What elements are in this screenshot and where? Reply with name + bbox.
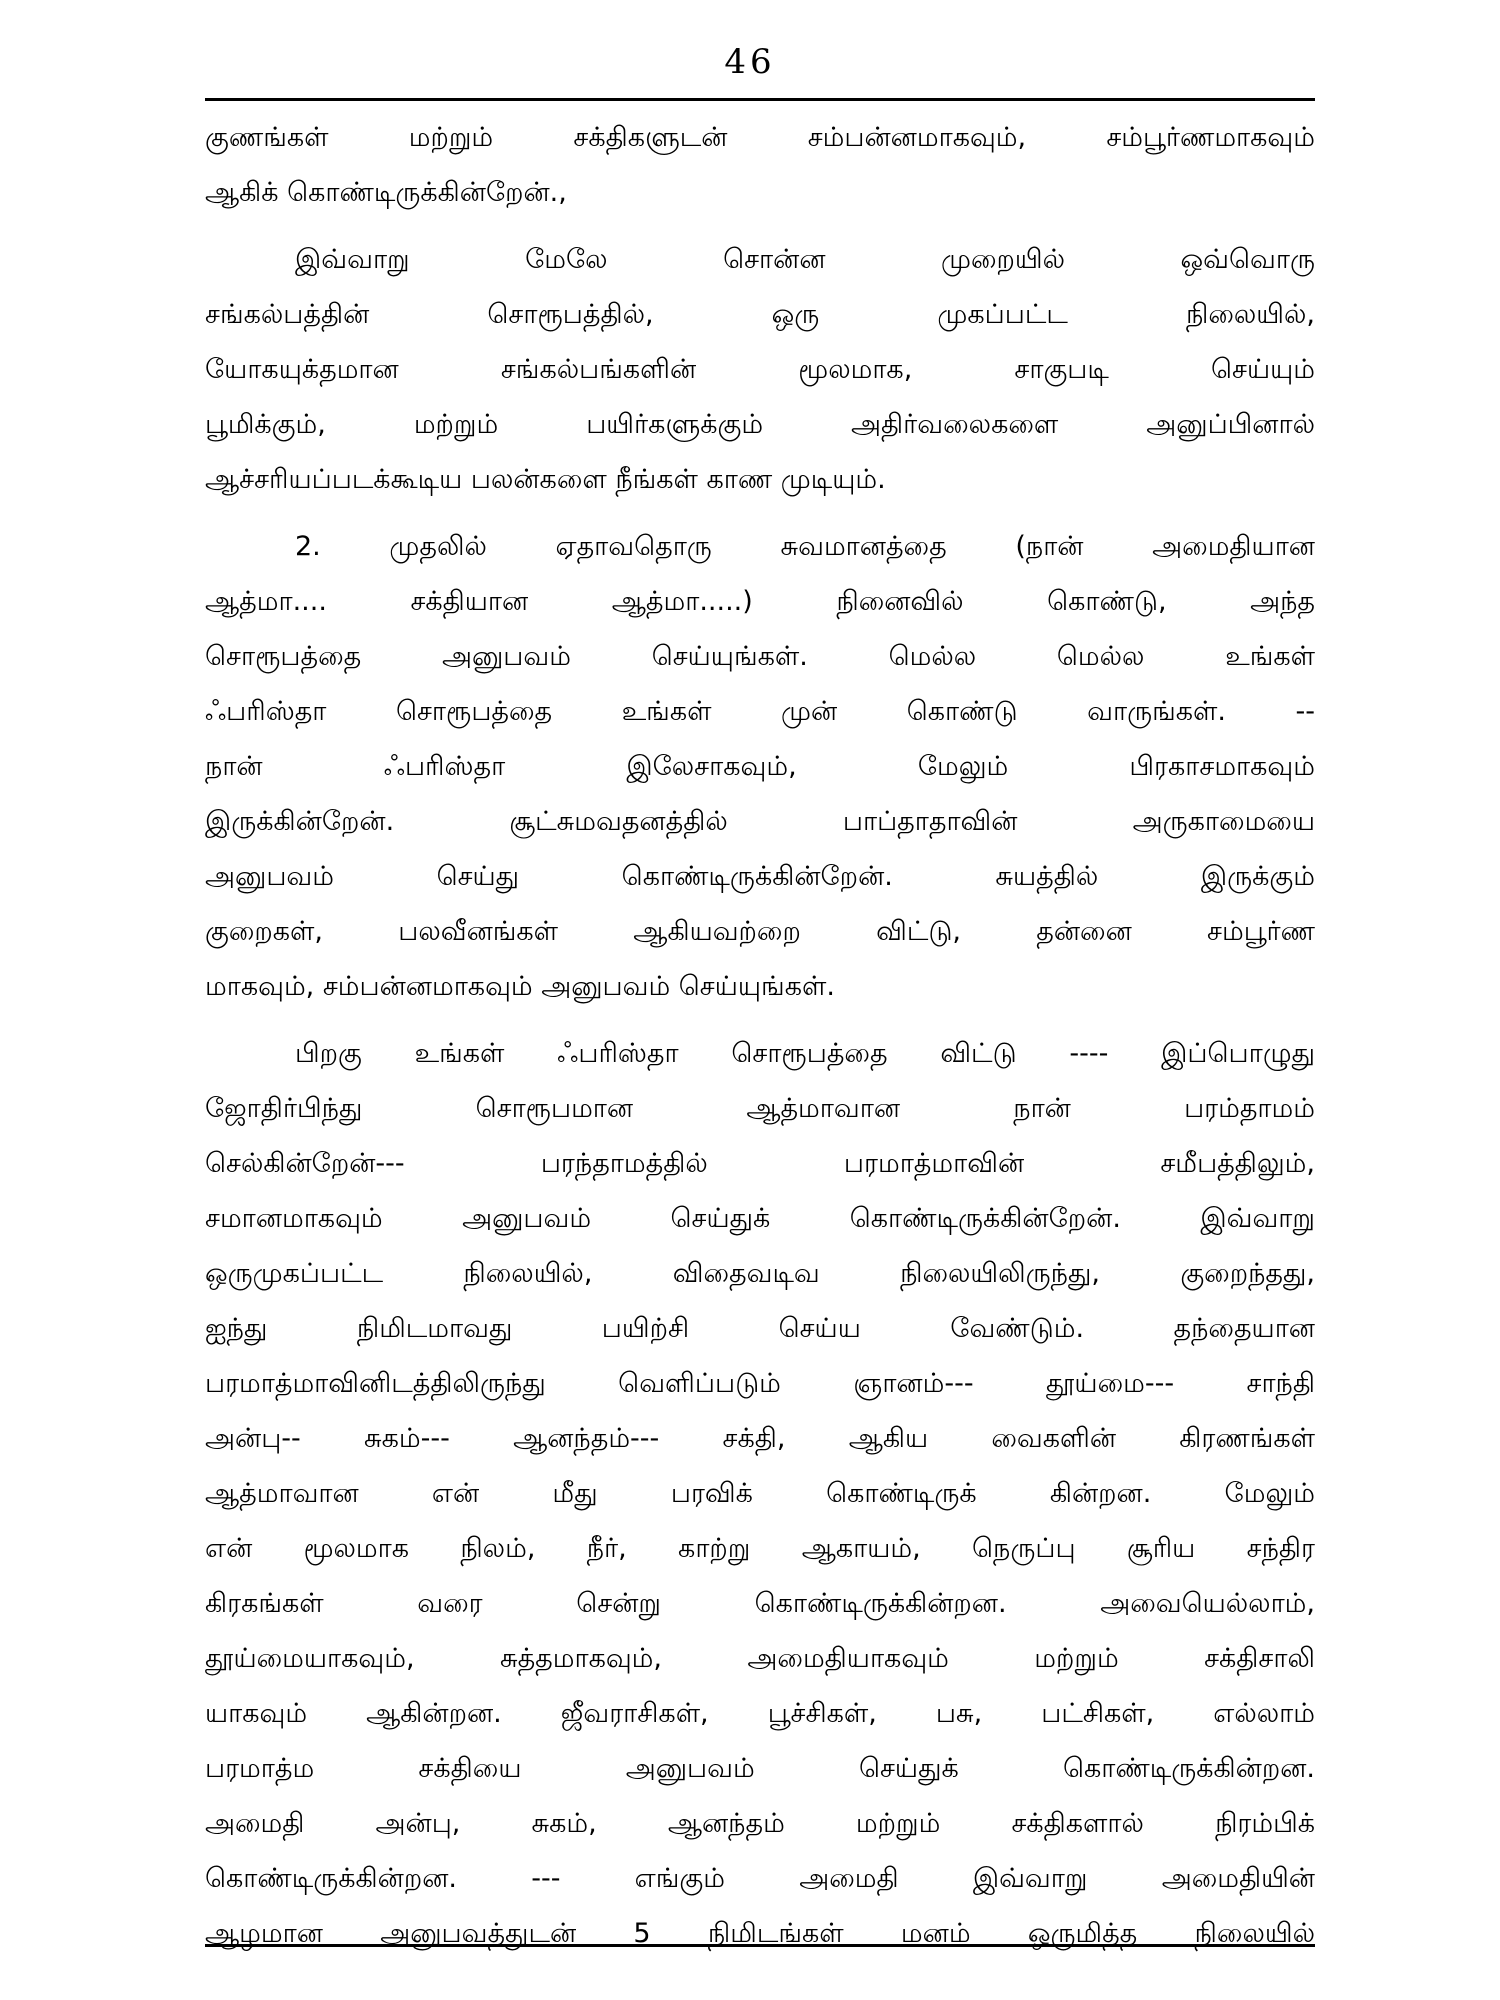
text-line: என் மூலமாக நிலம், நீர், காற்று ஆகாயம், நெருப்பு சூரிய சந்திர: [205, 1533, 1315, 1564]
footer-rule: [205, 1944, 1315, 1947]
text-line: பரமாத்ம சக்தியை அனுபவம் செய்துக் கொண்டிருக்கின்றன.: [205, 1753, 1315, 1784]
text-line: ஆழமான அனுபவத்துடன் 5 நிமிடங்கள் மனம் ஒருமித்த நிலையில்: [205, 1918, 1315, 1949]
text-line: குணங்கள் மற்றும் சக்திகளுடன் சம்பன்னமாகவும், சம்பூர்ணமாகவும்: [205, 122, 1315, 153]
text-line: யாகவும் ஆகின்றன. ஜீவராசிகள், பூச்சிகள், பசு, பட்சிகள், எல்லாம்: [205, 1698, 1315, 1729]
text-line: சங்கல்பத்தின் சொரூபத்தில், ஒரு முகப்பட்ட நிலையில்,: [205, 299, 1315, 330]
text-line: இருக்கின்றேன். சூட்சுமவதனத்தில் பாப்தாதாவின் அருகாமையை: [205, 806, 1315, 837]
text-line: குறைகள், பலவீனங்கள் ஆகியவற்றை விட்டு, தன்னை சம்பூர்ண: [205, 916, 1315, 947]
text-line: செல்கின்றேன்--- பரந்தாமத்தில் பரமாத்மாவின் சமீபத்திலும்,: [205, 1148, 1315, 1179]
text-line: நான் ஃபரிஸ்தா இலேசாகவும், மேலும் பிரகாசமாகவும்: [205, 751, 1315, 782]
text-line: ஒருமுகப்பட்ட நிலையில், விதைவடிவ நிலையிலிருந்து, குறைந்தது,: [205, 1258, 1315, 1289]
paragraph-3: [205, 519, 1315, 1014]
text-line: ஃபரிஸ்தா சொரூபத்தை உங்கள் முன் கொண்டு வாருங்கள். --: [205, 696, 1315, 727]
text-line: ஆச்சரியப்படக்கூடிய பலன்களை நீங்கள் காண முடியும்.: [205, 464, 886, 495]
text-line: இவ்வாறு மேலே சொன்ன முறையில் ஒவ்வொரு: [295, 244, 1315, 275]
text-line: அனுபவம் செய்து கொண்டிருக்கின்றேன். சுயத்தில் இருக்கும்: [205, 861, 1315, 892]
text-line: பரமாத்மாவினிடத்திலிருந்து வெளிப்படும் ஞானம்--- தூய்மை--- சாந்தி: [205, 1368, 1315, 1399]
text-line: மாகவும், சம்பன்னமாகவும் அனுபவம் செய்யுங்கள்.: [205, 971, 835, 1002]
text-line: கிரகங்கள் வரை சென்று கொண்டிருக்கின்றன. அவையெல்லாம்,: [205, 1588, 1315, 1619]
text-line: ஜோதிர்பிந்து சொரூபமான ஆத்மாவான நான் பரம்தாமம்: [205, 1093, 1315, 1124]
paragraph-2: [205, 232, 1315, 507]
text-line: ஆகிக் கொண்டிருக்கின்றேன்.,: [205, 177, 567, 208]
paragraph-1: [205, 110, 1315, 220]
text-line: பிறகு உங்கள் ஃபரிஸ்தா சொரூபத்தை விட்டு ---- இப்பொழுது: [295, 1038, 1315, 1069]
text-line: தூய்மையாகவும், சுத்தமாகவும், அமைதியாகவும் மற்றும் சக்திசாலி: [205, 1643, 1315, 1674]
text-line: யோகயுக்தமான சங்கல்பங்களின் மூலமாக, சாகுபடி செய்யும்: [205, 354, 1315, 385]
text-line: பூமிக்கும், மற்றும் பயிர்களுக்கும் அதிர்வலைகளை அனுப்பினால்: [205, 409, 1315, 440]
text-line: சொரூபத்தை அனுபவம் செய்யுங்கள். மெல்ல மெல்ல உங்கள்: [205, 641, 1315, 672]
text-line: அமைதி அன்பு, சுகம், ஆனந்தம் மற்றும் சக்திகளால் நிரம்பிக்: [205, 1808, 1315, 1839]
text-line: அன்பு-- சுகம்--- ஆனந்தம்--- சக்தி, ஆகிய வைகளின் கிரணங்கள்: [205, 1423, 1315, 1454]
page-body: [205, 110, 1315, 1973]
text-line: ஆத்மாவான என் மீது பரவிக் கொண்டிருக் கின்றன. மேலும்: [205, 1478, 1315, 1509]
text-line: கொண்டிருக்கின்றன. --- எங்கும் அமைதி இவ்வாறு அமைதியின்: [205, 1863, 1315, 1894]
header-rule: [205, 98, 1315, 101]
page-number: 46: [724, 42, 776, 82]
text-line: சமானமாகவும் அனுபவம் செய்துக் கொண்டிருக்கின்றேன். இவ்வாறு: [205, 1203, 1315, 1234]
text-line: ஆத்மா.... சக்தியான ஆத்மா.....) நினைவில் கொண்டு, அந்த: [205, 586, 1315, 617]
paragraph-4: [205, 1026, 1315, 1961]
text-line: 2. முதலில் ஏதாவதொரு சுவமானத்தை (நான் அமைதியான: [295, 531, 1315, 562]
text-line: ஐந்து நிமிடமாவது பயிற்சி செய்ய வேண்டும். தந்தையான: [205, 1313, 1315, 1344]
